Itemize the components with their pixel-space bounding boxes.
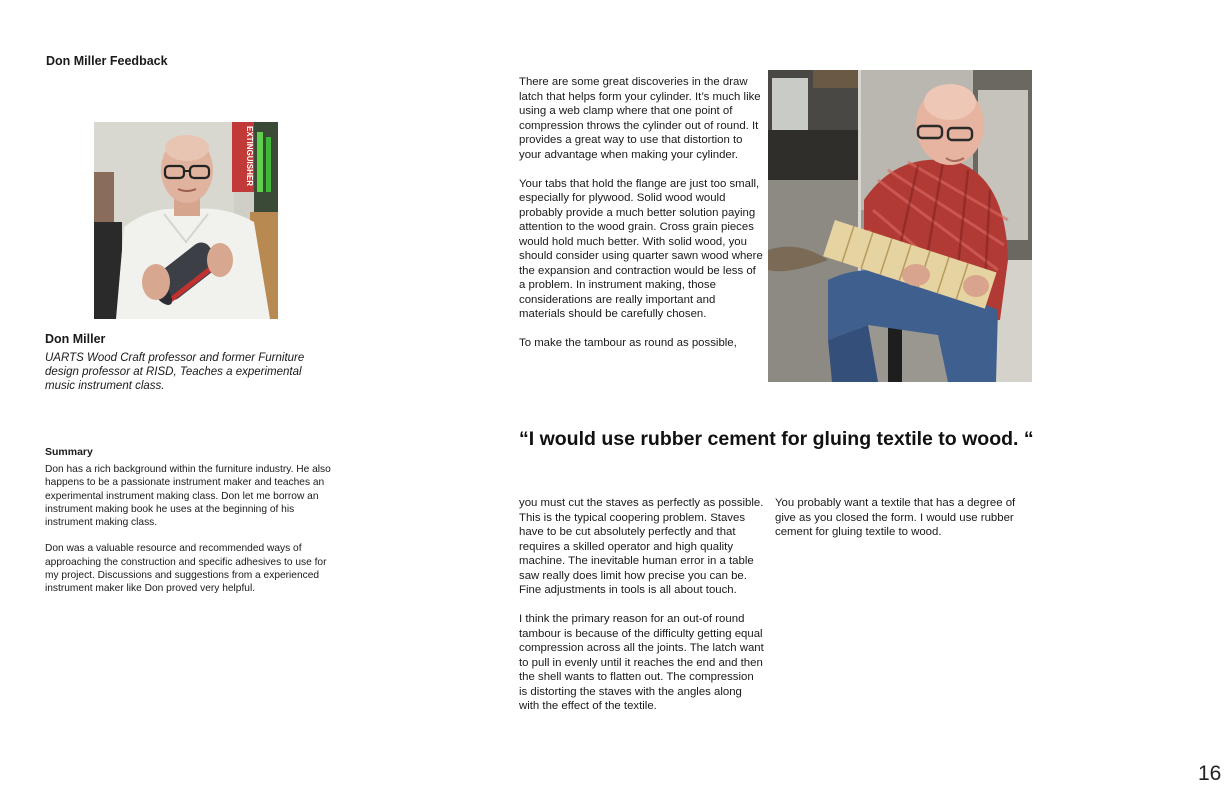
page-heading: Don Miller Feedback (46, 54, 168, 68)
summary-title: Summary (45, 446, 93, 458)
feedback-paragraph: I think the primary reason for an out-of round tambour is because of the difficulty getting equal compression across all the joints. The latch want to pull in evenly until it reaches the end and then the shell wants to flatten out. The compression is distorting the staves with the angles along with the effect of the textile. (519, 613, 764, 712)
feedback-paragraph: You probably want a textile that has a degree of give as you closed the form. I would use rubber cement for gluing textile to wood. (775, 497, 1016, 538)
summary-body (45, 463, 335, 609)
feedback-column-1 (519, 75, 764, 365)
workshop-photo (768, 70, 1032, 382)
sign-text: EXTINGUISHER (245, 126, 254, 187)
feedback-paragraph: you must cut the staves as perfectly as possible. This is the typical coopering problem. Staves have to be cut absolutely perfectly and that requires a skilled operator and high quality machine. The inevitable human error in a table saw really does limit how precise you can be. Fine adjustments in tools is all about touch. (519, 497, 764, 596)
summary-paragraph: Don has a rich background within the furniture industry. He also happens to be a passionate instrument maker and teaches an experimental instrument making class. Don let me borrow an instrument making book he uses at the beginning of his instrument making class. (45, 464, 331, 529)
page-number: 16 (1198, 762, 1222, 785)
pull-quote: “I would use rubber cement for gluing textile to wood. “ (519, 428, 1034, 450)
feedback-column-3 (775, 496, 1030, 554)
feedback-paragraph: There are some great discoveries in the draw latch that helps form your cylinder. It’s much like using a web clamp where that one point of compression throws the cylinder out of round. It provides a great way to use that distortion to your advantage when making your cylinder. (519, 76, 761, 161)
portrait-photo (94, 122, 278, 319)
summary-paragraph: Don was a valuable resource and recommended ways of approaching the construction and specific adhesives to use for my project. Discussions and suggestions from a experienced instrument maker like Don proved very helpful. (45, 543, 327, 595)
feedback-paragraph: To make the tambour as round as possible, (519, 337, 737, 349)
feedback-paragraph: Your tabs that hold the flange are just too small, especially for plywood. Solid wood would probably provide a much better solution paying attention to the wood grain. Cross grain pieces would hold much better. With solid wood, you should consider using quarter sawn wood where the expansion and contraction would be less of a problem. In instrument making, those considerations are really important and materials should be carefully chosen. (519, 177, 763, 320)
feedback-column-2 (519, 496, 764, 728)
profile-role: UARTS Wood Craft professor and former Furniture design professor at RISD, Teaches a experimental music instrument class. (45, 352, 305, 392)
profile-name: Don Miller (45, 332, 106, 346)
